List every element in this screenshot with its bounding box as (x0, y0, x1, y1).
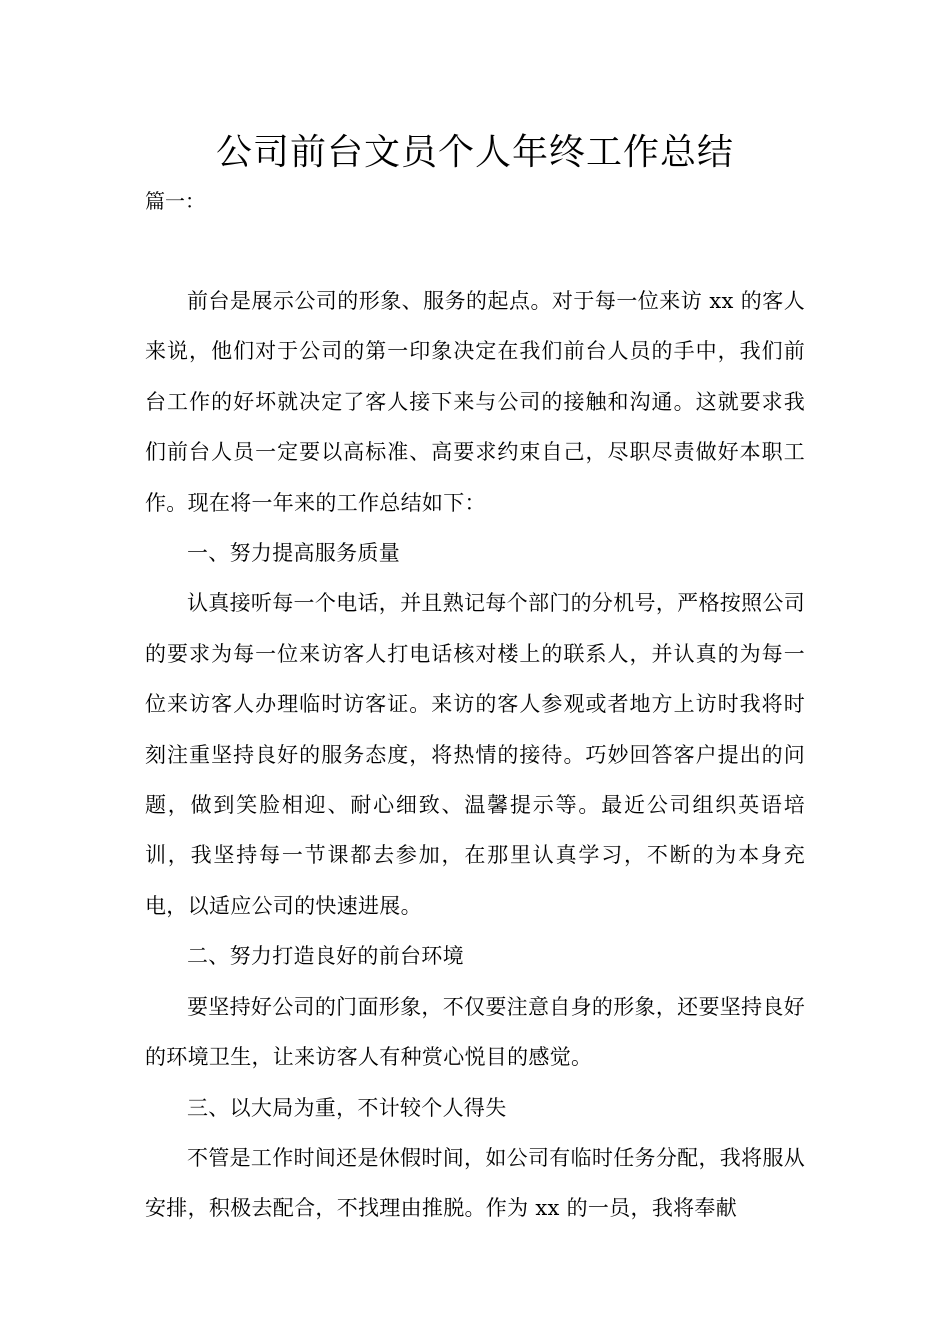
section-label: 篇一： (145, 189, 205, 213)
paragraph-service-quality: 认真接听每一个电话，并且熟记每个部门的分机号，严格按照公司的要求为每一位来访客人打电话核对楼上的联系人，并认真的为每一位来访客人办理临时访客证。来访的客人参观或者地方上访时我将时刻注重坚持良好的服务态度，将热情的接待。巧妙回答客户提出的问题，做到笑脸相迎、耐心细致、温馨提示等。最近公司组织英语培训，我坚持每一节课都去参加，在那里认真学习，不断的为本身充电，以适应公司的快速进展。 (145, 591, 805, 918)
heading-front-desk-environment: 二、努力打造良好的前台环境 (187, 944, 464, 969)
paragraph-intro: 前台是展示公司的形象、服务的起点。对于每一位来访 xx 的客人来说，他们对于公司的第一印象决定在我们前台人员的手中，我们前台工作的好坏就决定了客人接下来与公司的接触和沟通。这就要求我们前台人员一定要以高标准、高要求约束自己，尽职尽责做好本职工作。现在将一年来的工作总结如下： (145, 289, 805, 515)
paragraph-front-desk-environment: 要坚持好公司的门面形象，不仅要注意自身的形象，还要坚持良好的环境卫生，让来访客人有种赏心悦目的感觉。 (145, 994, 805, 1070)
document-body (145, 276, 805, 1234)
paragraph-overall-interest: 不管是工作时间还是休假时间，如公司有临时任务分配，我将服从安排，积极去配合，不找理由推脱。作为 xx 的一员，我将奉献 (145, 1145, 805, 1221)
heading-service-quality: 一、努力提高服务质量 (187, 541, 400, 566)
document-title: 公司前台文员个人年终工作总结 (215, 132, 734, 173)
heading-overall-interest: 三、以大局为重，不计较个人得失 (187, 1095, 507, 1120)
